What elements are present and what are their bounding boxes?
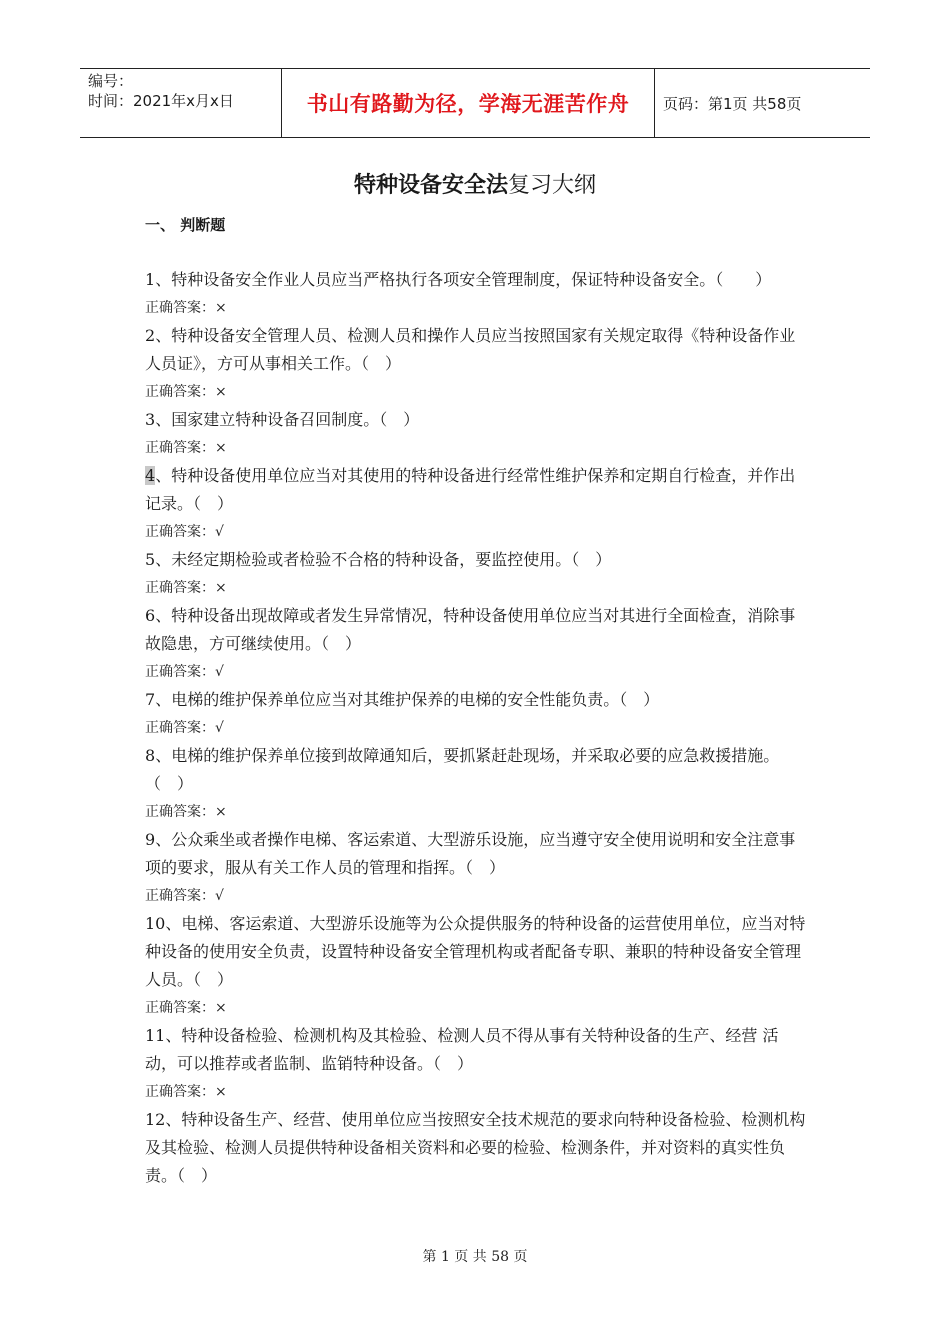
question-item <box>145 266 807 294</box>
question-text: 、公众乘坐或者操作电梯、客运索道、大型游乐设施，应当遵守安全使用说明和安全注意事项的要求，服从有关工作人员的管理和指挥。（ ） <box>145 830 796 877</box>
question-number: 1 <box>145 270 156 289</box>
page-title <box>0 168 950 199</box>
question-number: 2 <box>145 326 156 345</box>
answer-line: 正确答案：√ <box>145 524 224 540</box>
header-motto-cell <box>282 69 655 137</box>
question-item <box>145 1022 807 1078</box>
question-number: 3 <box>145 410 156 429</box>
answer-line: 正确答案：× <box>145 580 227 596</box>
question-text: 、特种设备检验、检测机构及其检验、检测人员不得从事有关特种设备的生产、经营 活动，可以推荐或者监制、监销特种设备。（ ） <box>145 1026 779 1073</box>
time-label: 时间：2021年x月x日 <box>88 92 234 110</box>
question-item <box>145 826 807 882</box>
question-number: 5 <box>145 550 156 569</box>
question-item <box>145 602 807 658</box>
header-info-cell <box>80 69 282 137</box>
question-number: 12 <box>145 1110 166 1129</box>
answer-line: 正确答案：× <box>145 384 227 400</box>
answer-line: 正确答案：√ <box>145 664 224 680</box>
question-item <box>145 322 807 378</box>
section-heading: 一、 判断题 <box>145 216 226 234</box>
question-item <box>145 742 807 798</box>
question-text: 、电梯的维护保养单位应当对其维护保养的电梯的安全性能负责。（ ） <box>155 690 660 709</box>
question-number: 8 <box>145 746 156 765</box>
number-label: 编号： <box>88 72 134 90</box>
question-text: 、特种设备出现故障或者发生异常情况，特种设备使用单位应当对其进行全面检查，消除事故隐患，方可继续使用。（ ） <box>145 606 796 653</box>
question-item <box>145 686 807 714</box>
page-footer: 第 1 页 共 58 页 <box>422 1249 528 1265</box>
answer-line: 正确答案：× <box>145 804 227 820</box>
question-text: 、特种设备安全作业人员应当严格执行各项安全管理制度，保证特种设备安全。（ ） <box>155 270 772 289</box>
header-page-cell <box>655 69 870 137</box>
question-item <box>145 1106 807 1190</box>
motto-text: 书山有路勤为径，学海无涯苦作舟 <box>306 92 630 116</box>
question-item <box>145 546 807 574</box>
answer-line: 正确答案：× <box>145 440 227 456</box>
page-label: 页码：第1页 共58页 <box>663 94 802 113</box>
answer-line: 正确答案：× <box>145 1084 227 1100</box>
answer-line: 正确答案：× <box>145 300 227 316</box>
question-number: 6 <box>145 606 156 625</box>
question-number: 11 <box>145 1026 166 1045</box>
question-number: 9 <box>145 830 156 849</box>
question-text: 、特种设备安全管理人员、检测人员和操作人员应当按照国家有关规定取得《特种设备作业人员证》，方可从事相关工作。（ ） <box>145 326 796 373</box>
question-item <box>145 910 807 994</box>
answer-line: 正确答案：√ <box>145 888 224 904</box>
question-text: 、特种设备生产、经营、使用单位应当按照安全技术规范的要求向特种设备检验、检测机构及其检验、检测人员提供特种设备相关资料和必要的检验、检测条件，并对资料的真实性负责。（ ） <box>145 1110 806 1185</box>
question-text: 、特种设备使用单位应当对其使用的特种设备进行经常性维护保养和定期自行检查，并作出记录。（ ） <box>145 466 796 513</box>
document-header <box>80 68 870 138</box>
answer-line: 正确答案：√ <box>145 720 224 736</box>
question-item <box>145 462 807 518</box>
question-number: 7 <box>145 690 156 709</box>
question-number: 10 <box>145 914 166 933</box>
title-bold: 特种设备安全法 <box>353 173 508 198</box>
question-text: 、电梯的维护保养单位接到故障通知后，要抓紧赶赴现场，并采取必要的应急救援措施。（ ） <box>145 746 780 793</box>
question-number: 4 <box>145 466 156 485</box>
question-item <box>145 406 807 434</box>
question-text: 、国家建立特种设备召回制度。（ ） <box>155 410 420 429</box>
answer-line: 正确答案：× <box>145 1000 227 1016</box>
title-rest: 复习大纲 <box>508 173 597 198</box>
question-list <box>145 266 807 1190</box>
question-text: 、未经定期检验或者检验不合格的特种设备，要监控使用。（ ） <box>155 550 612 569</box>
question-text: 、电梯、客运索道、大型游乐设施等为公众提供服务的特种设备的运营使用单位，应当对特种设备的使用安全负责，设置特种设备安全管理机构或者配备专职、兼职的特种设备安全管理人员。（ ） <box>145 914 806 989</box>
